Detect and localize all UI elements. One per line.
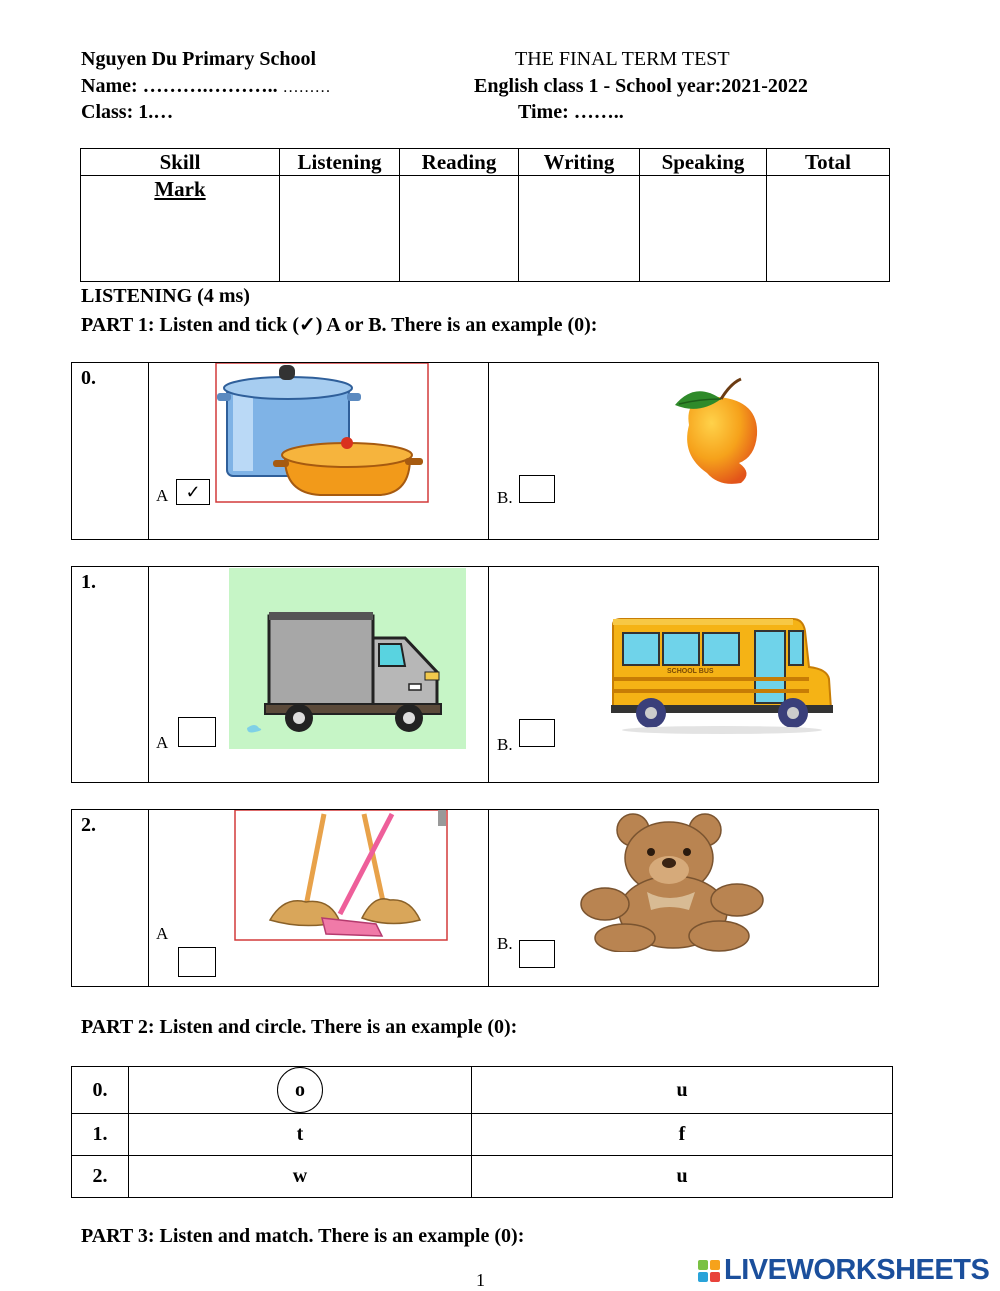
truck-picture — [229, 568, 466, 749]
option-b-tickbox[interactable] — [519, 719, 555, 747]
table-row — [72, 1067, 893, 1114]
bus-text: SCHOOL BUS — [667, 668, 714, 675]
circled-letter[interactable]: o — [277, 1067, 323, 1113]
score-header-total: Total — [767, 149, 890, 176]
option-a-cell — [148, 810, 489, 986]
subject-line: English class 1 - School year:2021-2022 — [474, 75, 808, 97]
row-number: 2. — [72, 1156, 129, 1198]
option-a-label: A — [156, 486, 169, 505]
name-field — [81, 75, 331, 98]
option-a-cell[interactable]: t — [129, 1114, 472, 1156]
score-header-speaking: Speaking — [640, 149, 767, 176]
name-dots: ……… — [282, 79, 331, 96]
question-1 — [71, 566, 879, 783]
option-b-cell — [489, 810, 878, 986]
mark-label-cell — [81, 176, 280, 282]
question-0 — [71, 362, 879, 540]
option-b-cell — [489, 363, 878, 539]
name-label: Name: ……….……….. — [81, 75, 278, 97]
mark-cell-listening[interactable] — [280, 176, 400, 282]
question-number-cell — [72, 810, 149, 986]
mops-picture — [234, 810, 448, 942]
question-number: 0. — [81, 367, 96, 389]
option-a-label: A — [156, 733, 169, 752]
question-number: 2. — [81, 814, 96, 836]
question-2 — [71, 809, 879, 987]
score-header-writing: Writing — [519, 149, 640, 176]
liveworksheets-logo — [698, 1254, 989, 1287]
option-b-cell[interactable]: f — [472, 1114, 893, 1156]
option-a-cell[interactable]: w — [129, 1156, 472, 1198]
table-row — [72, 1114, 893, 1156]
school-bus-picture — [607, 617, 837, 735]
option-b-cell — [489, 567, 878, 782]
score-table — [80, 148, 890, 282]
mark-cell-speaking[interactable] — [640, 176, 767, 282]
option-a-tickbox[interactable] — [178, 717, 216, 747]
option-a-label: A — [156, 924, 169, 943]
pots-picture — [215, 363, 429, 503]
part3-title: PART 3: Listen and match. There is an example (0): — [81, 1225, 525, 1247]
part1-title: PART 1: Listen and tick (✓) A or B. There is an example (0): — [81, 314, 598, 336]
option-b-tickbox[interactable] — [519, 940, 555, 968]
listening-title: LISTENING (4 ms) — [81, 285, 250, 307]
page-number: 1 — [476, 1270, 485, 1290]
option-b-cell[interactable]: u — [472, 1156, 893, 1198]
option-b-label: B. — [497, 934, 513, 953]
option-b-cell[interactable]: u — [472, 1067, 893, 1114]
score-header-listening: Listening — [280, 149, 400, 176]
option-b-label: B. — [497, 488, 513, 507]
row-number: 1. — [72, 1114, 129, 1156]
part2-title: PART 2: Listen and circle. There is an example (0): — [81, 1016, 518, 1038]
logo-blocks-icon — [698, 1260, 720, 1282]
time-label: Time: …….. — [518, 101, 624, 123]
school-name: Nguyen Du Primary School — [81, 48, 316, 70]
logo-text: LIVEWORKSHEETS — [724, 1254, 990, 1286]
question-number: 1. — [81, 571, 96, 593]
mark-cell-total[interactable] — [767, 176, 890, 282]
teddy-bear-picture — [577, 812, 771, 952]
score-header-skill: Skill — [81, 149, 280, 176]
option-b-tickbox[interactable] — [519, 475, 555, 503]
option-a-cell — [148, 567, 489, 782]
mark-cell-writing[interactable] — [519, 176, 640, 282]
option-a-tickbox[interactable]: ✓ — [176, 479, 210, 505]
table-row — [72, 1156, 893, 1198]
score-table-header — [81, 149, 890, 176]
mark-cell-reading[interactable] — [400, 176, 519, 282]
question-number-cell — [72, 363, 149, 539]
score-header-reading: Reading — [400, 149, 519, 176]
row-number: 0. — [72, 1067, 129, 1114]
circle-table — [71, 1066, 893, 1198]
test-title: THE FINAL TERM TEST — [515, 48, 730, 70]
mango-picture — [669, 375, 769, 490]
question-number-cell — [72, 567, 149, 782]
option-b-label: B. — [497, 735, 513, 754]
option-a-cell[interactable] — [129, 1067, 472, 1114]
mark-label: Mark — [154, 177, 206, 201]
score-table-mark-row — [81, 176, 890, 282]
option-a-tickbox[interactable] — [178, 947, 216, 977]
option-a-cell — [148, 363, 489, 539]
class-label: Class: 1.… — [81, 101, 174, 123]
